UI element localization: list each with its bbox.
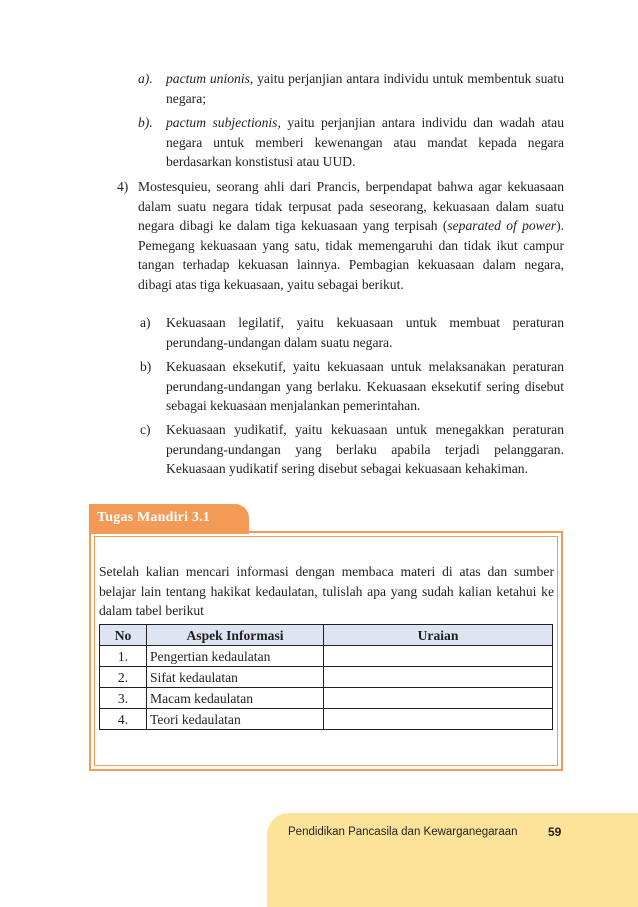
list-marker: 4): [117, 179, 129, 194]
table-row: [100, 709, 553, 730]
cell-no: 4.: [100, 709, 147, 730]
task-title: Tugas Mandiri 3.1: [97, 510, 210, 525]
task-instruction: Setelah kalian mencari informasi dengan membaca materi di atas dan sumber belajar lain tentang hakikat kedaulatan, tulislah apa yang sudah kalian ketahui ke dalam tabel berikut: [99, 564, 554, 618]
list-marker: c): [140, 422, 151, 437]
list-marker: b).: [138, 115, 153, 130]
cell-no: 1.: [100, 646, 147, 667]
task-title-tab: [89, 504, 249, 534]
cell-uraian[interactable]: [324, 646, 553, 667]
table-header-row: [100, 625, 553, 646]
cell-no: 3.: [100, 688, 147, 709]
list-item: pactum unionis, yaitu perjanjian antara individu untuk membentuk suatu negara;: [166, 71, 564, 106]
cell-aspek: Teori kedaulatan: [147, 709, 324, 730]
info-table: [99, 624, 553, 730]
term-italic: pactum unionis: [166, 71, 250, 86]
list-item: Kekuasaan eksekutif, yaitu kekuasaan untuk melaksanakan peraturan perundang-undangan yang berlaku. Kekuasaan eksekutif sering disebut sebagai kekuasaan menjalankan pemerintahan.: [166, 359, 564, 413]
cell-aspek: Macam kedaulatan: [147, 688, 324, 709]
list-item: Kekuasaan yudikatif, yaitu kekuasaan untuk menegakkan peraturan perundang-undangan yang berlaku apabila terjadi pelanggaran. Kekuasaan yudikatif sering disebut sebagai kekuasaan kehakiman.: [166, 422, 564, 476]
table-row: [100, 688, 553, 709]
list-marker: a): [140, 315, 151, 330]
footer-book-title: Pendidikan Pancasila dan Kewarganegaraan: [288, 826, 518, 838]
cell-uraian[interactable]: [324, 688, 553, 709]
cell-aspek: Sifat kedaulatan: [147, 667, 324, 688]
cell-uraian[interactable]: [324, 709, 553, 730]
header-no: No: [100, 625, 147, 646]
cell-uraian[interactable]: [324, 667, 553, 688]
cell-no: 2.: [100, 667, 147, 688]
page-number: 59: [548, 825, 562, 839]
cell-aspek: Pengertian kedaulatan: [147, 646, 324, 667]
list-marker: a).: [138, 71, 153, 86]
table-row: [100, 667, 553, 688]
list-marker: b): [140, 359, 152, 374]
table-row: [100, 646, 553, 667]
header-aspek: Aspek Informasi: [147, 625, 324, 646]
list-item: pactum subjectionis, yaitu perjanjian antara individu dan wadah atau negara untuk memberi kewenangan atau mandat kepada negara berdasarkan konstistusi atau UUD.: [166, 115, 565, 169]
header-uraian: Uraian: [324, 625, 553, 646]
list-item: Kekuasaan legilatif, yaitu kekuasaan untuk membuat peraturan perundang-undangan dalam suatu negara.: [166, 315, 564, 350]
term-italic: pactum subjectionis: [166, 115, 278, 130]
term-italic: separated of power: [447, 218, 557, 233]
paragraph-item-4: Mostesquieu, seorang ahli dari Prancis, berpendapat bahwa agar kekuasaan dalam suatu negara tidak terpusat pada seseorang, kekuasaan dalam suatu negara dibagi ke dalam tiga kekuasaan yang terpisah (separated of power). Pemegang kekuasaan yang satu, tidak memengaruhi dan tidak ikut campur tangan terhadap kekuasan lainnya. Pembagian kekuasaan dalam negara, dibagi atas tiga kekuasaan, yaitu sebagai berikut.: [138, 179, 564, 292]
